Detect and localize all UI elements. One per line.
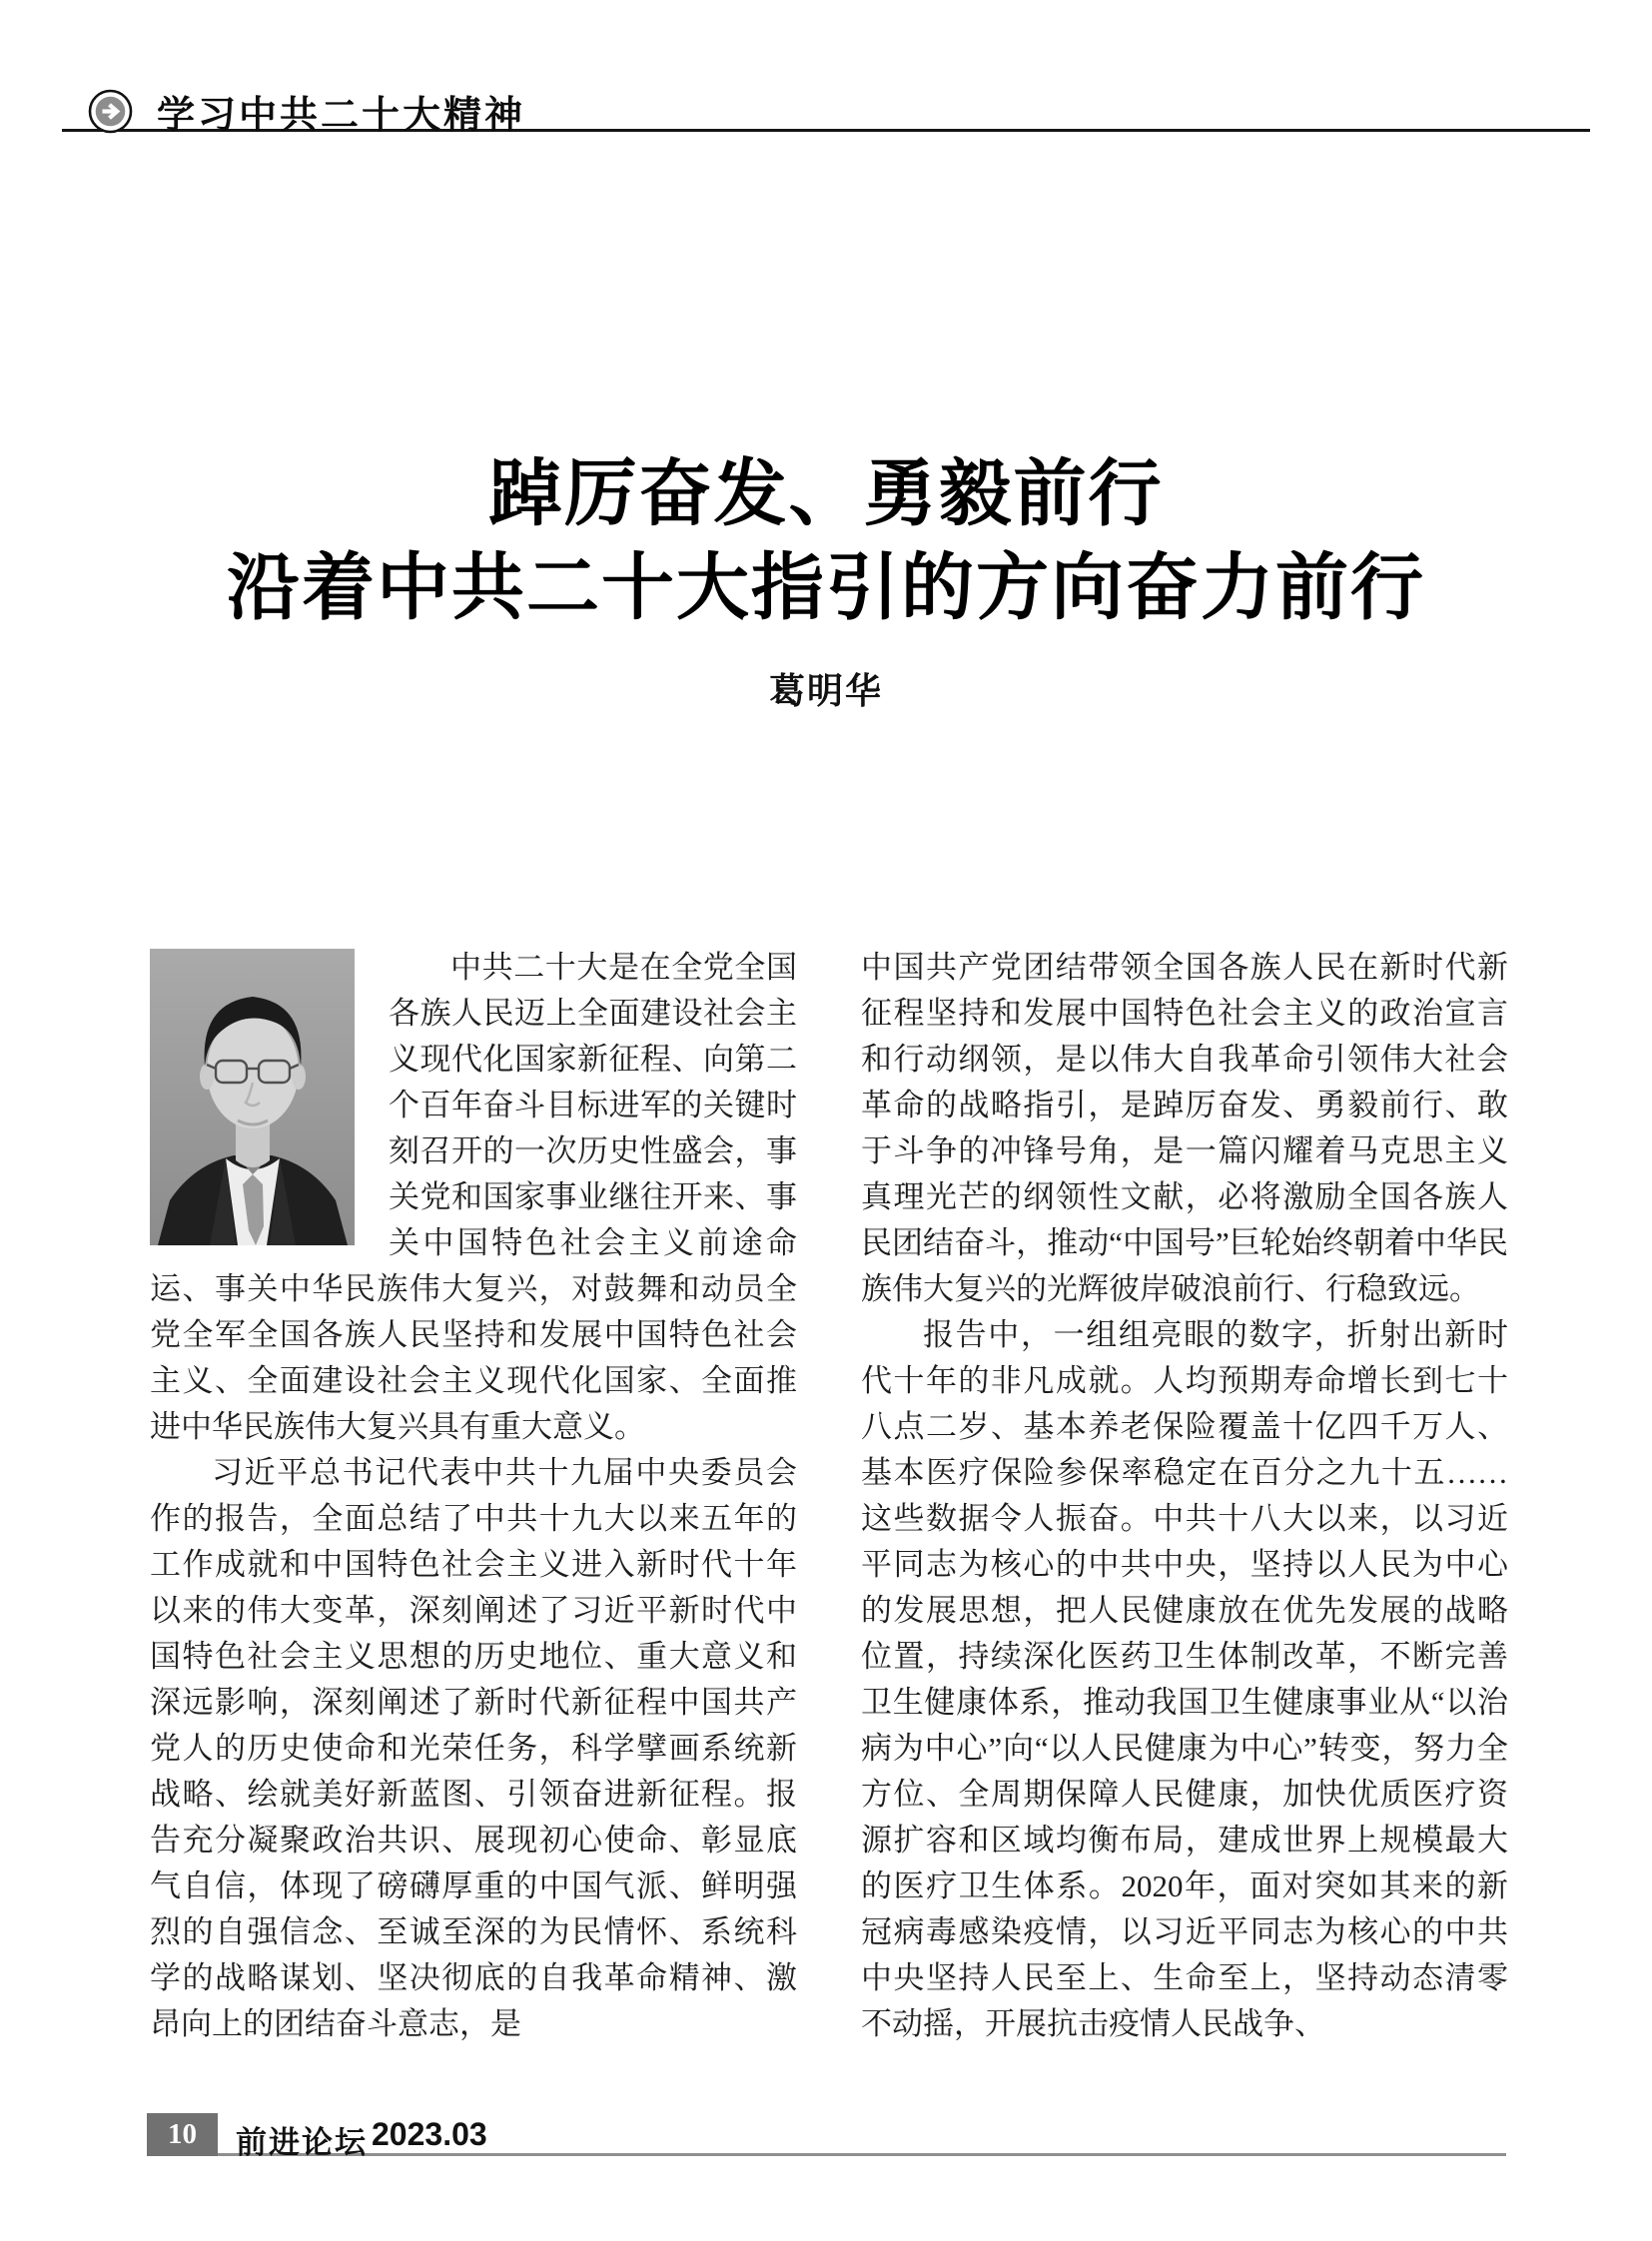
issue-date: 2023.03 (372, 2116, 487, 2152)
page-number: 10 (168, 2118, 197, 2150)
author-photo-illustration (150, 949, 355, 1245)
arrow-right-circle-icon (88, 89, 133, 134)
author-name: 葛明华 (768, 670, 883, 711)
article-title (0, 447, 1652, 635)
left-column (150, 945, 797, 2047)
left-column-paragraph-2: 习近平总书记代表中共十九届中央委员会作的报告，全面总结了中共十九大以来五年的工作成就和中国特色社会主义进入新时代十年以来的伟大变革，深刻阐述了习近平新时代中国特色社会主义思想的历史地位、重大意义和深远影响，深刻阐述了新时代新征程中国共产党人的历史使命和光荣任务，科学擘画系统新战略、绘就美好新蓝图、引领奋进新征程。报告充分凝聚政治共识、展现初心使命、彰显底气自信，体现了磅礴厚重的中国气派、鲜明强烈的自强信念、至诚至深的为民情怀、系统科学的战略谋划、坚决彻底的自我革命精神、激昂向上的团结奋斗意志，是 (150, 1455, 797, 2041)
article-body (150, 945, 1508, 2047)
right-column (861, 945, 1508, 2047)
article-title-line-1: 踔厉奋发、勇毅前行 (488, 453, 1164, 534)
article-title-line-2: 沿着中共二十大指引的方向奋力前行 (227, 547, 1425, 628)
left-column-paragraph-1: 中共二十大是在全党全国各族人民迈上全面建设社会主义现代化国家新征程、向第二个百年奋斗目标进军的关键时刻召开的一次历史性盛会，事关党和国家事业继往开来、事关中国特色社会主义前途命运、事关中华民族伟大复兴，对鼓舞和动员全党全军全国各族人民坚持和发展中国特色社会主义、全面建设社会主义现代化国家、全面推进中华民族伟大复兴具有重大意义。 (150, 950, 797, 1444)
journal-name: 前进论坛 (236, 2125, 368, 2160)
right-column-paragraph-2: 报告中，一组组亮眼的数字，折射出新时代十年的非凡成就。人均预期寿命增长到七十八点二岁、基本养老保险覆盖十亿四千万人、基本医疗保险参保率稳定在百分之九十五……这些数据令人振奋。中共十八大以来，以习近平同志为核心的中共中央，坚持以人民为中心的发展思想，把人民健康放在优先发展的战略位置，持续深化医药卫生体制改革，不断完善卫生健康体系，推动我国卫生健康事业从“以治病为中心”向“以人民健康为中心”转变，努力全方位、全周期保障人民健康，加快优质医疗资源扩容和区域均衡布局，建成世界上规模最大的医疗卫生体系。2020年，面对突如其来的新冠病毒感染疫情，以习近平同志为核心的中共中央坚持人民至上、生命至上，坚持动态清零不动摇，开展抗击疫情人民战争、 (861, 1317, 1508, 2041)
right-column-paragraph-1: 中国共产党团结带领全国各族人民在新时代新征程坚持和发展中国特色社会主义的政治宣言和行动纲领，是以伟大自我革命引领伟大社会革命的战略指引，是踔厉奋发、勇毅前行、敢于斗争的冲锋号角，是一篇闪耀着马克思主义真理光芒的纲领性文献，必将激励全国各族人民团结奋斗，推动“中国号”巨轮始终朝着中华民族伟大复兴的光辉彼岸破浪前行、行稳致远。 (861, 950, 1508, 1306)
page-number-badge (147, 2113, 218, 2156)
author-photo (150, 949, 355, 1245)
footer-rule (218, 2153, 1506, 2156)
section-header-label: 学习中共二十大精神 (157, 95, 526, 137)
arrow-right-circle-icon-svg (88, 89, 133, 134)
